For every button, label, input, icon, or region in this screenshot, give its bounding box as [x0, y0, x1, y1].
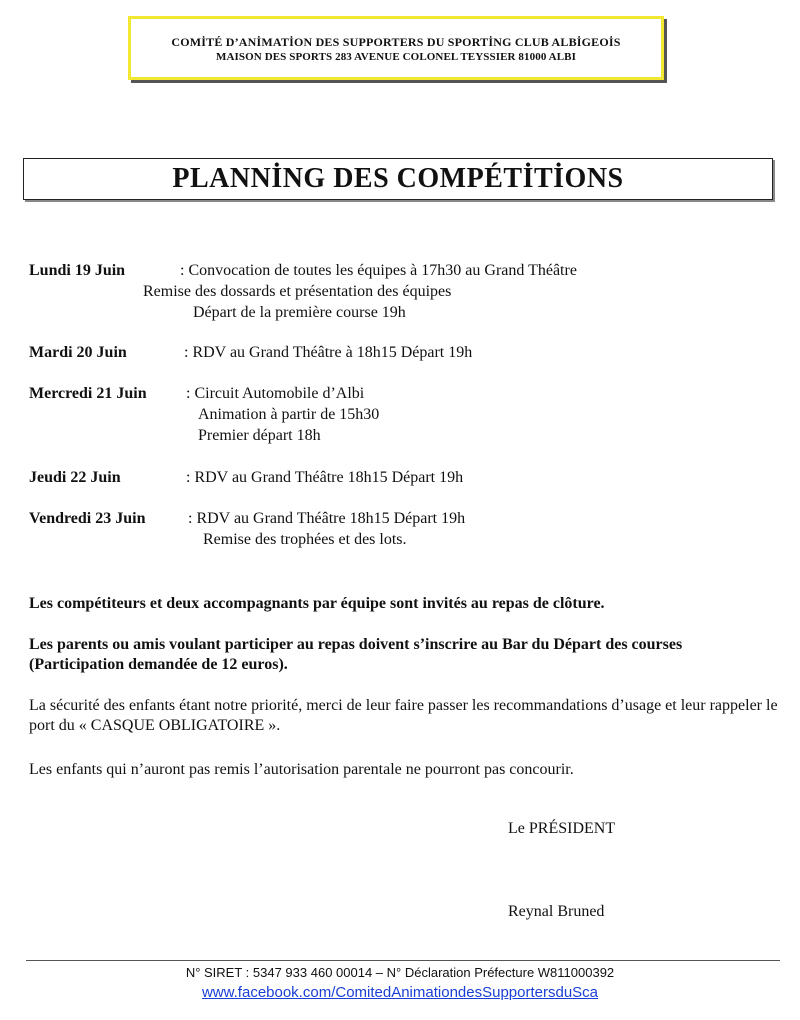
page-title: PLANNİNG DES COMPÉTİTİONS [172, 163, 624, 194]
schedule-day-3: Mercredi 21 Juin [29, 385, 147, 402]
schedule-line: Remise des trophées et des lots. [203, 531, 407, 548]
organization-address: MAISON DES SPORTS 283 AVENUE COLONEL TEYSSIER 81000 ALBI [216, 51, 576, 63]
schedule-day-1: Lundi 19 Juin [29, 262, 126, 279]
schedule-line: : Convocation de toutes les équipes à 17h30 au Grand Théâtre [180, 262, 577, 279]
schedule-line: : Circuit Automobile d’Albi [186, 385, 365, 402]
schedule-line: Remise des dossards et présentation des équipes [143, 283, 452, 300]
schedule-day-2: Mardi 20 Juin [29, 344, 127, 361]
schedule-day-4: Jeudi 22 Juin [29, 469, 121, 486]
schedule-line: : RDV au Grand Théâtre 18h15 Départ 19h [186, 469, 464, 486]
facebook-link[interactable]: www.facebook.com/ComitedAnimationdesSupportersduSca [201, 984, 599, 1001]
authorization-notice: Les enfants qui n’auront pas remis l’autorisation parentale ne pourront pas concourir. [29, 761, 574, 778]
safety-notice: La sécurité des enfants étant notre priorité, merci de leur faire passer les recommandations d’usage et leur rappeler le port du « CASQUE OBLIGATOIRE ». [29, 697, 778, 734]
schedule-line: Départ de la première course 19h [193, 304, 406, 321]
footer-divider [26, 960, 780, 961]
schedule-line: : RDV au Grand Théâtre 18h15 Départ 19h [188, 510, 466, 527]
closing-meal-notice: Les compétiteurs et deux accompagnants par équipe sont invités au repas de clôture. [29, 595, 605, 612]
schedule-line: : RDV au Grand Théâtre à 18h15 Départ 19h [184, 344, 473, 361]
schedule-line: Premier départ 18h [198, 427, 321, 444]
schedule-line: Animation à partir de 15h30 [198, 406, 380, 423]
signature-role: Le PRÉSIDENT [508, 820, 616, 837]
footer-registration: N° SIRET : 5347 933 460 00014 – N° Déclaration Préfecture W811000392 [185, 965, 615, 980]
organization-name: COMİTÉ D’ANİMATİON DES SUPPORTERS DU SPORTİNG CLUB ALBİGEOİS [171, 35, 621, 49]
signature-name: Reynal Bruned [508, 903, 605, 920]
meal-registration-notice: Les parents ou amis voulant participer au repas doivent s’inscrire au Bar du Départ des courses (Participation demandée de 12 euros). [29, 636, 683, 673]
header-box [128, 16, 664, 80]
schedule-day-5: Vendredi 23 Juin [29, 510, 146, 527]
title-box [23, 158, 773, 200]
